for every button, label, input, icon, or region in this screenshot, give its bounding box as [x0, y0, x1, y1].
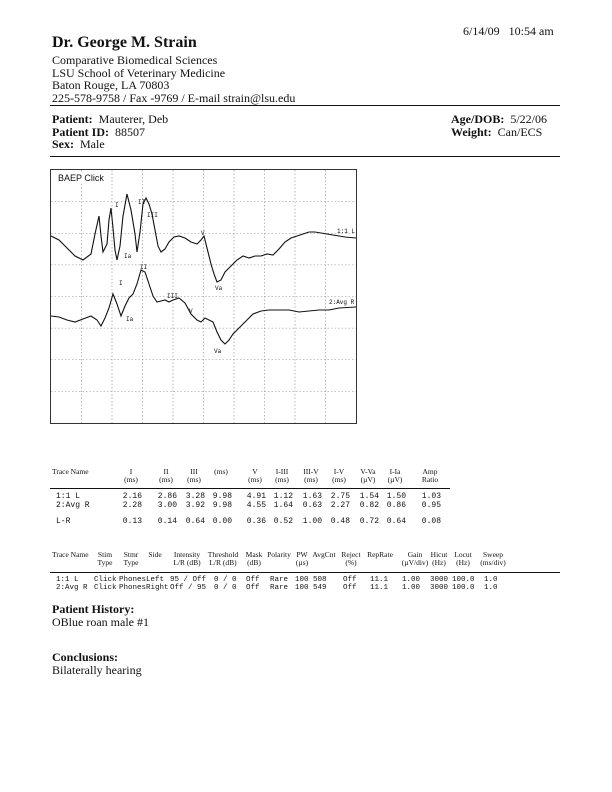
- stimulus-cell: 549: [313, 584, 327, 592]
- address-line: LSU School of Veterinary Medicine: [52, 65, 226, 80]
- chart-title: BAEP Click: [58, 173, 104, 183]
- latency-cell: 2:Avg R: [56, 501, 90, 510]
- patient-age: 5/22/06: [510, 112, 547, 126]
- latency-cell: 1.03: [421, 492, 441, 501]
- stimulus-header: Trace Name: [52, 550, 89, 559]
- latency-diff-cell: 0.48: [330, 517, 350, 526]
- latency-cell: 2.86: [157, 492, 177, 501]
- stimulus-cell: Right: [146, 584, 169, 592]
- address-line: 225-578-9758 / Fax -9769 / E-mail strain@lsu.edu: [52, 90, 296, 105]
- stimulus-header: Gain (µV/div): [401, 550, 429, 567]
- latency-cell: 2.28: [122, 501, 142, 510]
- address-line: Comparative Biomedical Sciences: [52, 53, 218, 67]
- peak-label-1-iii: III: [147, 212, 158, 219]
- latency-diff-cell: 0.08: [421, 517, 441, 526]
- divider: [50, 105, 560, 106]
- patient-id-label: Patient ID:: [52, 124, 109, 139]
- patient-sex: Male: [80, 137, 105, 151]
- latency-header: V-Va (µV): [360, 467, 376, 484]
- stimulus-header: RepRate: [367, 550, 393, 559]
- peak-label-1-va: Va: [215, 285, 223, 292]
- latency-cell: 1:1 L: [56, 492, 81, 501]
- stimulus-header: Mask (dB): [245, 550, 263, 567]
- patient-age-label: Age/DOB:: [451, 112, 505, 126]
- latency-header: III-V (ms): [303, 467, 319, 484]
- latency-diff-cell: 0.13: [122, 517, 142, 526]
- stimulus-cell: Off: [246, 584, 260, 592]
- stimulus-header: Side: [148, 550, 162, 559]
- patient-weight: Can/ECS: [497, 124, 543, 139]
- peak-label-1-ii: II: [138, 199, 146, 206]
- stimulus-header: PW (µs): [295, 550, 309, 567]
- latency-cell: 0.95: [421, 501, 441, 510]
- stimulus-cell: Left: [146, 576, 165, 584]
- patient-name: Mauterer, Deb: [98, 112, 169, 126]
- stimulus-cell: Phones: [119, 584, 147, 592]
- chart-grid: [51, 170, 356, 423]
- latency-cell: 9.98: [212, 501, 232, 510]
- stimulus-header: Sweep (ms/div): [480, 550, 506, 567]
- stimulus-cell: 3000: [430, 584, 449, 592]
- latency-header: II (ms): [159, 467, 173, 484]
- stimulus-cell: Off: [343, 584, 357, 592]
- history-text: OBlue roan male #1: [52, 615, 149, 629]
- latency-diff-cell: 0.00: [212, 517, 232, 526]
- patient-info-right: [451, 113, 547, 138]
- latency-diff-cell: 0.14: [157, 517, 177, 526]
- stimulus-cell: 100: [295, 576, 309, 584]
- stimulus-cell: Off: [246, 576, 260, 584]
- patient-weight-label: Weight:: [451, 124, 492, 139]
- stimulus-cell: 1.0: [484, 584, 498, 592]
- stimulus-cell: 0 / 0: [214, 576, 237, 584]
- conclusions-heading: Conclusions:: [52, 650, 119, 664]
- stimulus-cell: 95 / Off: [170, 576, 207, 584]
- latency-cell: 2.16: [122, 492, 142, 501]
- latency-cell: 1.63: [302, 492, 322, 501]
- trace-label-1: 1:1 L: [337, 228, 356, 235]
- latency-header: (ms): [214, 467, 228, 476]
- baep-chart: [50, 169, 357, 424]
- latency-header: III (ms): [187, 467, 201, 484]
- latency-diff-cell: 0.64: [185, 517, 205, 526]
- stimulus-cell: 100: [295, 584, 309, 592]
- latency-cell: 1.64: [273, 501, 293, 510]
- stimulus-cell: 1.00: [402, 576, 421, 584]
- latency-cell: 3.92: [185, 501, 205, 510]
- stimulus-cell: Phones: [119, 576, 147, 584]
- report-datetime: [463, 24, 554, 39]
- peak-label-2-va: Va: [214, 348, 222, 355]
- latency-cell: 2.27: [330, 501, 350, 510]
- latency-header: I-III (ms): [275, 467, 289, 484]
- peak-label-1-v: V: [201, 230, 205, 237]
- report-time: 10:54 am: [508, 24, 554, 38]
- latency-header: I-Ia (µV): [387, 467, 403, 484]
- stimulus-cell: 0 / 0: [214, 584, 237, 592]
- history-heading: Patient History:: [52, 602, 135, 616]
- patient-id: 88507: [115, 124, 145, 139]
- conclusions-text: Bilaterally hearing: [52, 663, 142, 677]
- latency-cell: 4.55: [246, 501, 266, 510]
- report-date: 6/14/09: [463, 24, 500, 38]
- patient-info: [52, 113, 168, 151]
- latency-cell: 0.82: [359, 501, 379, 510]
- peak-label-2-iii: III: [167, 293, 178, 300]
- latency-header: Trace Name: [52, 467, 89, 476]
- stimulus-cell: 2:Avg R: [56, 584, 88, 592]
- latency-cell: 0.86: [386, 501, 406, 510]
- stimulus-cell: Rare: [270, 584, 289, 592]
- stimulus-cell: 1.0: [484, 576, 498, 584]
- trace-label-2: 2:Avg R: [329, 299, 355, 306]
- latency-diff-cell: 0.72: [359, 517, 379, 526]
- table-divider: [50, 572, 560, 573]
- peak-label-2-v: V: [189, 308, 193, 315]
- latency-diff-cell: L-R: [56, 517, 71, 526]
- patient-sex-label: Sex:: [52, 137, 74, 151]
- stimulus-cell: 1:1 L: [56, 576, 79, 584]
- stimulus-cell: Off / 95: [170, 584, 207, 592]
- stimulus-header: AvgCnt: [312, 550, 336, 559]
- stimulus-header: Stim Type: [97, 550, 113, 567]
- stimulus-cell: 11.1: [370, 576, 389, 584]
- stimulus-header: Intensity L/R (dB): [173, 550, 201, 567]
- peak-label-1-ia: Ia: [124, 253, 132, 260]
- stimulus-header: Polarity: [267, 550, 291, 559]
- latency-diff-cell: 0.64: [386, 517, 406, 526]
- stimulus-header: Reject (%): [341, 550, 361, 567]
- stimulus-cell: Rare: [270, 576, 289, 584]
- stimulus-cell: 1.00: [402, 584, 421, 592]
- stimulus-cell: Click: [94, 576, 117, 584]
- stimulus-header: Threshold L/R (dB): [207, 550, 239, 567]
- latency-cell: 1.50: [386, 492, 406, 501]
- stimulus-cell: 3000: [430, 576, 449, 584]
- latency-cell: 1.54: [359, 492, 379, 501]
- stimulus-cell: 100.0: [452, 584, 475, 592]
- latency-cell: 2.75: [330, 492, 350, 501]
- stimulus-cell: Off: [343, 576, 357, 584]
- latency-cell: 4.91: [246, 492, 266, 501]
- stimulus-header: Hicut (Hz): [430, 550, 448, 567]
- latency-header: Amp Ratio: [421, 467, 439, 484]
- latency-diff-cell: 0.36: [246, 517, 266, 526]
- clinic-address: [52, 54, 295, 104]
- stimulus-cell: 11.1: [370, 584, 389, 592]
- peak-label-1-i: I: [115, 202, 119, 209]
- stimulus-cell: Click: [94, 584, 117, 592]
- latency-diff-cell: 1.00: [302, 517, 322, 526]
- stimulus-header: Locut (Hz): [454, 550, 472, 567]
- latency-cell: 3.00: [157, 501, 177, 510]
- latency-header: V (ms): [248, 467, 262, 484]
- stimulus-header: Stmr Type: [123, 550, 139, 567]
- address-line: Baton Rouge, LA 70803: [52, 78, 170, 92]
- latency-cell: 0.63: [302, 501, 322, 510]
- latency-cell: 3.28: [185, 492, 205, 501]
- latency-header: I (ms): [124, 467, 138, 484]
- table-divider: [50, 488, 450, 489]
- latency-header: I-V (ms): [332, 467, 346, 484]
- baep-chart-svg: [51, 170, 356, 423]
- peak-label-2-i: I: [119, 280, 123, 287]
- doctor-name: Dr. George M. Strain: [52, 34, 197, 51]
- latency-diff-cell: 0.52: [273, 517, 293, 526]
- patient-name-label: Patient:: [52, 112, 93, 126]
- peak-label-2-ia: Ia: [126, 316, 134, 323]
- stimulus-cell: 508: [313, 576, 327, 584]
- latency-cell: 9.98: [212, 492, 232, 501]
- divider: [50, 156, 560, 157]
- stimulus-cell: 100.0: [452, 576, 475, 584]
- peak-label-2-ii: II: [140, 264, 148, 271]
- latency-cell: 1.12: [273, 492, 293, 501]
